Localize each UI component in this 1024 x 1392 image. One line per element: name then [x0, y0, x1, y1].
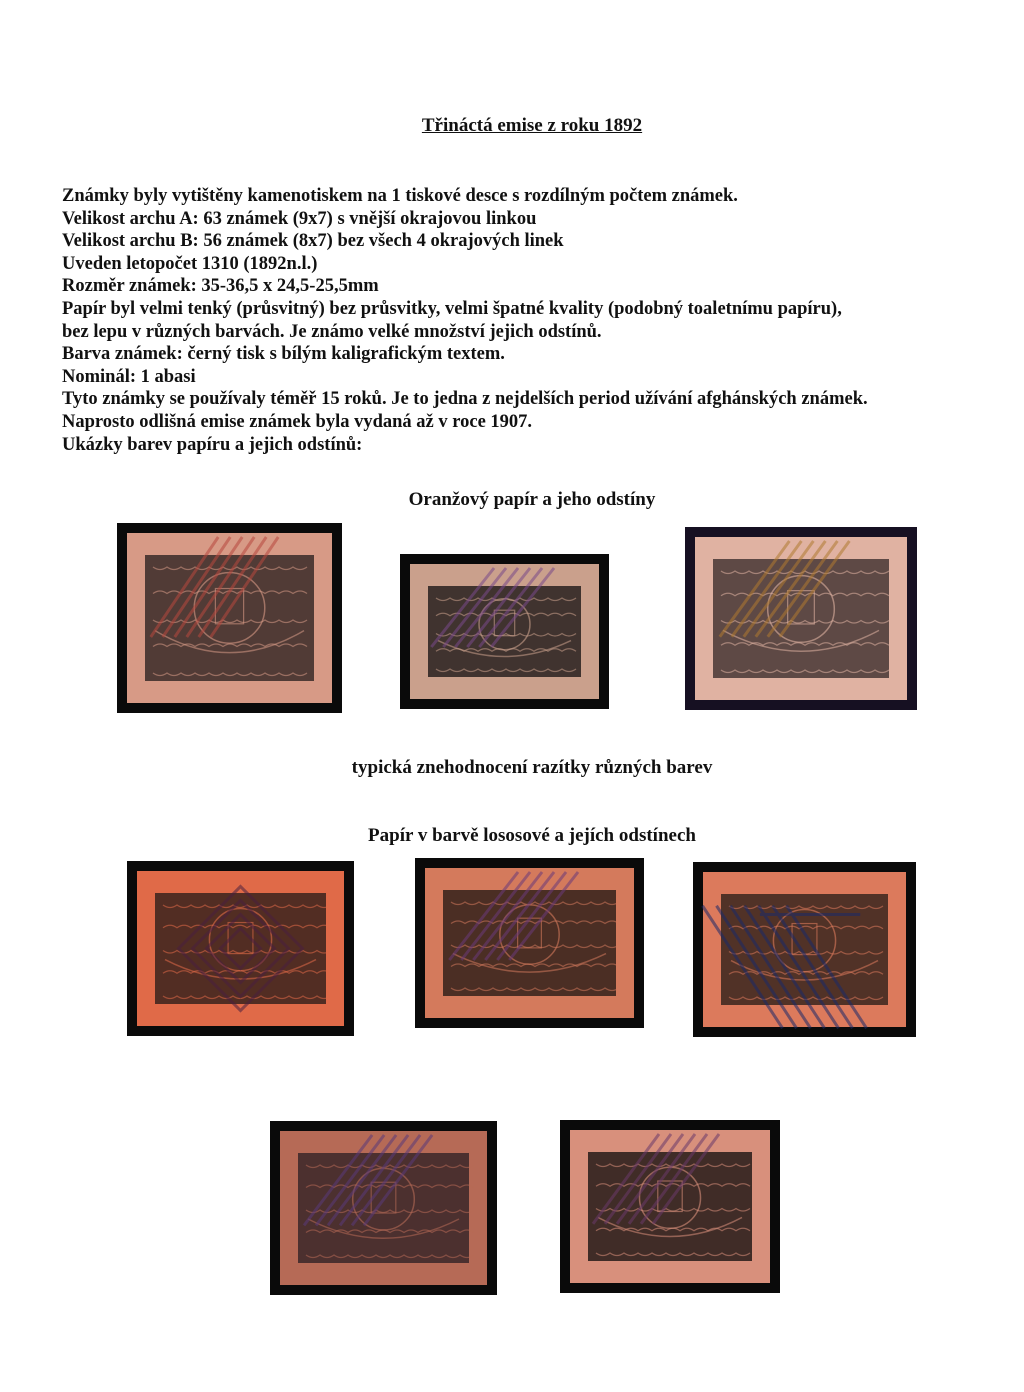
stamp-image	[400, 554, 609, 709]
description-line: Naprosto odlišná emise známek byla vydaná až v roce 1907.	[62, 411, 533, 432]
stamp-image	[415, 858, 644, 1028]
stamp-image	[270, 1121, 497, 1295]
description-line: Známky byly vytištěny kamenotiskem na 1 tiskové desce s rozdílným počtem známek.	[62, 186, 738, 206]
stamp-image	[685, 527, 917, 710]
caption-salmon-paper: Papír v barvě lososové a jejích odstínech	[368, 825, 696, 846]
description-line: Ukázky barev papíru a jejich odstínů:	[62, 434, 363, 455]
description-line: bez lepu v různých barvách. Je známo velké množství jejich odstínů.	[62, 321, 602, 342]
description-line: Barva známek: černý tisk s bílým kaligrafickým textem.	[62, 344, 505, 365]
caption-orange-paper: Oranžový papír a jeho odstíny	[408, 489, 656, 510]
description-text	[62, 185, 1002, 456]
description-line: Papír byl velmi tenký (průsvitný) bez průsvitky, velmi špatné kvality (podobný toaletnímu papíru),	[62, 298, 842, 319]
stamp-image	[693, 862, 916, 1037]
description-line: Uveden letopočet 1310 (1892n.l.)	[62, 253, 318, 274]
description-line: Rozměr známek: 35-36,5 x 24,5-25,5mm	[62, 276, 379, 297]
stamp-image	[560, 1120, 780, 1293]
description-line: Velikost archu B: 56 známek (8x7) bez všech 4 okrajových linek	[62, 231, 564, 252]
caption-cancellations: typická znehodnocení razítky různých barev	[351, 757, 713, 778]
page-title: Třináctá emise z roku 1892	[421, 115, 643, 136]
description-line: Velikost archu A: 63 známek (9x7) s vnější okrajovou linkou	[62, 208, 537, 229]
description-line: Tyto známky se používaly téměř 15 roků. Je to jedna z nejdelších period užívání afghánských známek.	[62, 389, 868, 410]
description-line: Nominál: 1 abasi	[62, 366, 196, 387]
stamp-image	[117, 523, 342, 713]
stamp-image	[127, 861, 354, 1036]
